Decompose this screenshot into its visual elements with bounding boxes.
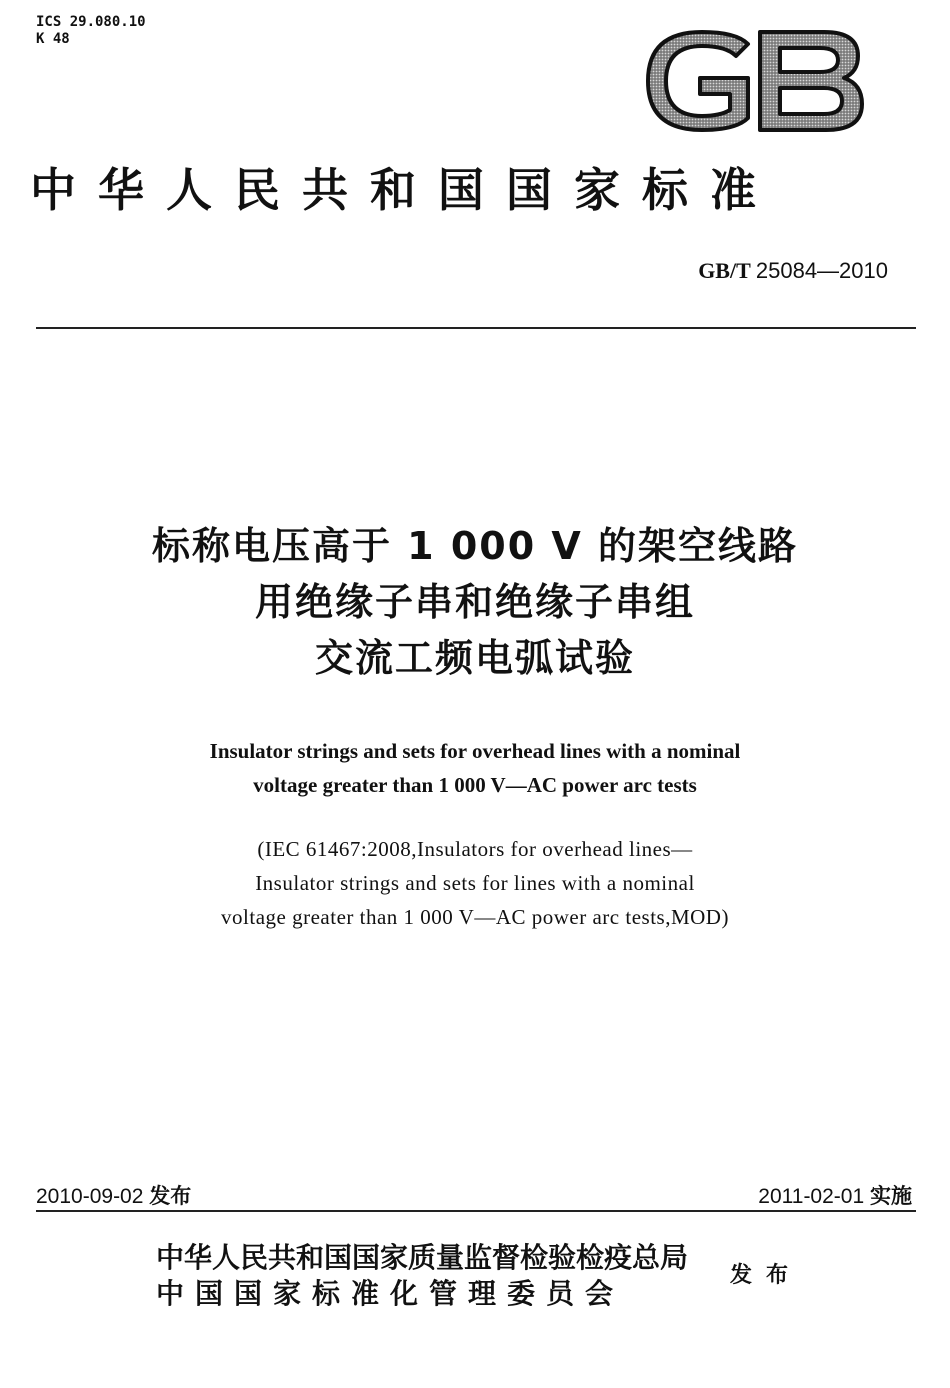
title-zh-line: 标称电压高于 1 000 V 的架空线路: [151, 524, 799, 568]
standard-category-heading: 中华人民共和国国家标准: [30, 163, 778, 217]
issuer-sac: 中国国家标准化管理委员会: [156, 1277, 625, 1310]
header-divider: [36, 327, 916, 329]
source-line: (IEC 61467:2008,Insulators for overhead lines—: [257, 837, 693, 861]
standard-prefix: GB/T: [698, 258, 751, 283]
standard-number-value: 25084—2010: [755, 258, 888, 283]
title-en-line: Insulator strings and sets for overhead lines with a nominal: [209, 739, 741, 763]
issuing-authorities: [156, 1240, 688, 1312]
source-standard-reference: [0, 832, 950, 934]
footer-divider: [36, 1210, 916, 1212]
implementation-date: [758, 1180, 912, 1210]
gb-logo-icon: [640, 28, 868, 134]
source-line: voltage greater than 1 000 V—AC power arc tests,MOD): [221, 905, 729, 929]
title-zh-line: 交流工频电弧试验: [314, 636, 635, 680]
implementation-date-label: 实施: [870, 1184, 912, 1208]
title-english: [0, 734, 950, 802]
ics-code: ICS 29.080.10: [36, 14, 146, 30]
issuer-aqsiq: 中华人民共和国国家质量监督检验检疫总局: [156, 1241, 689, 1274]
publish-label: 发布: [730, 1262, 803, 1288]
title-en-line: voltage greater than 1 000 V—AC power arc tests: [253, 773, 697, 797]
source-line: Insulator strings and sets for lines with a nominal: [255, 871, 695, 895]
title-chinese: [0, 518, 950, 686]
issue-date: [36, 1180, 191, 1210]
implementation-date-value: 2011-02-01: [758, 1185, 865, 1208]
classification-codes: [36, 14, 146, 48]
issue-date-value: 2010-09-02: [36, 1185, 144, 1208]
ccs-code: K 48: [36, 31, 70, 47]
title-zh-line: 用绝缘子串和绝缘子串组: [254, 580, 695, 624]
issue-date-label: 发布: [149, 1184, 192, 1208]
standard-number: [698, 258, 888, 284]
